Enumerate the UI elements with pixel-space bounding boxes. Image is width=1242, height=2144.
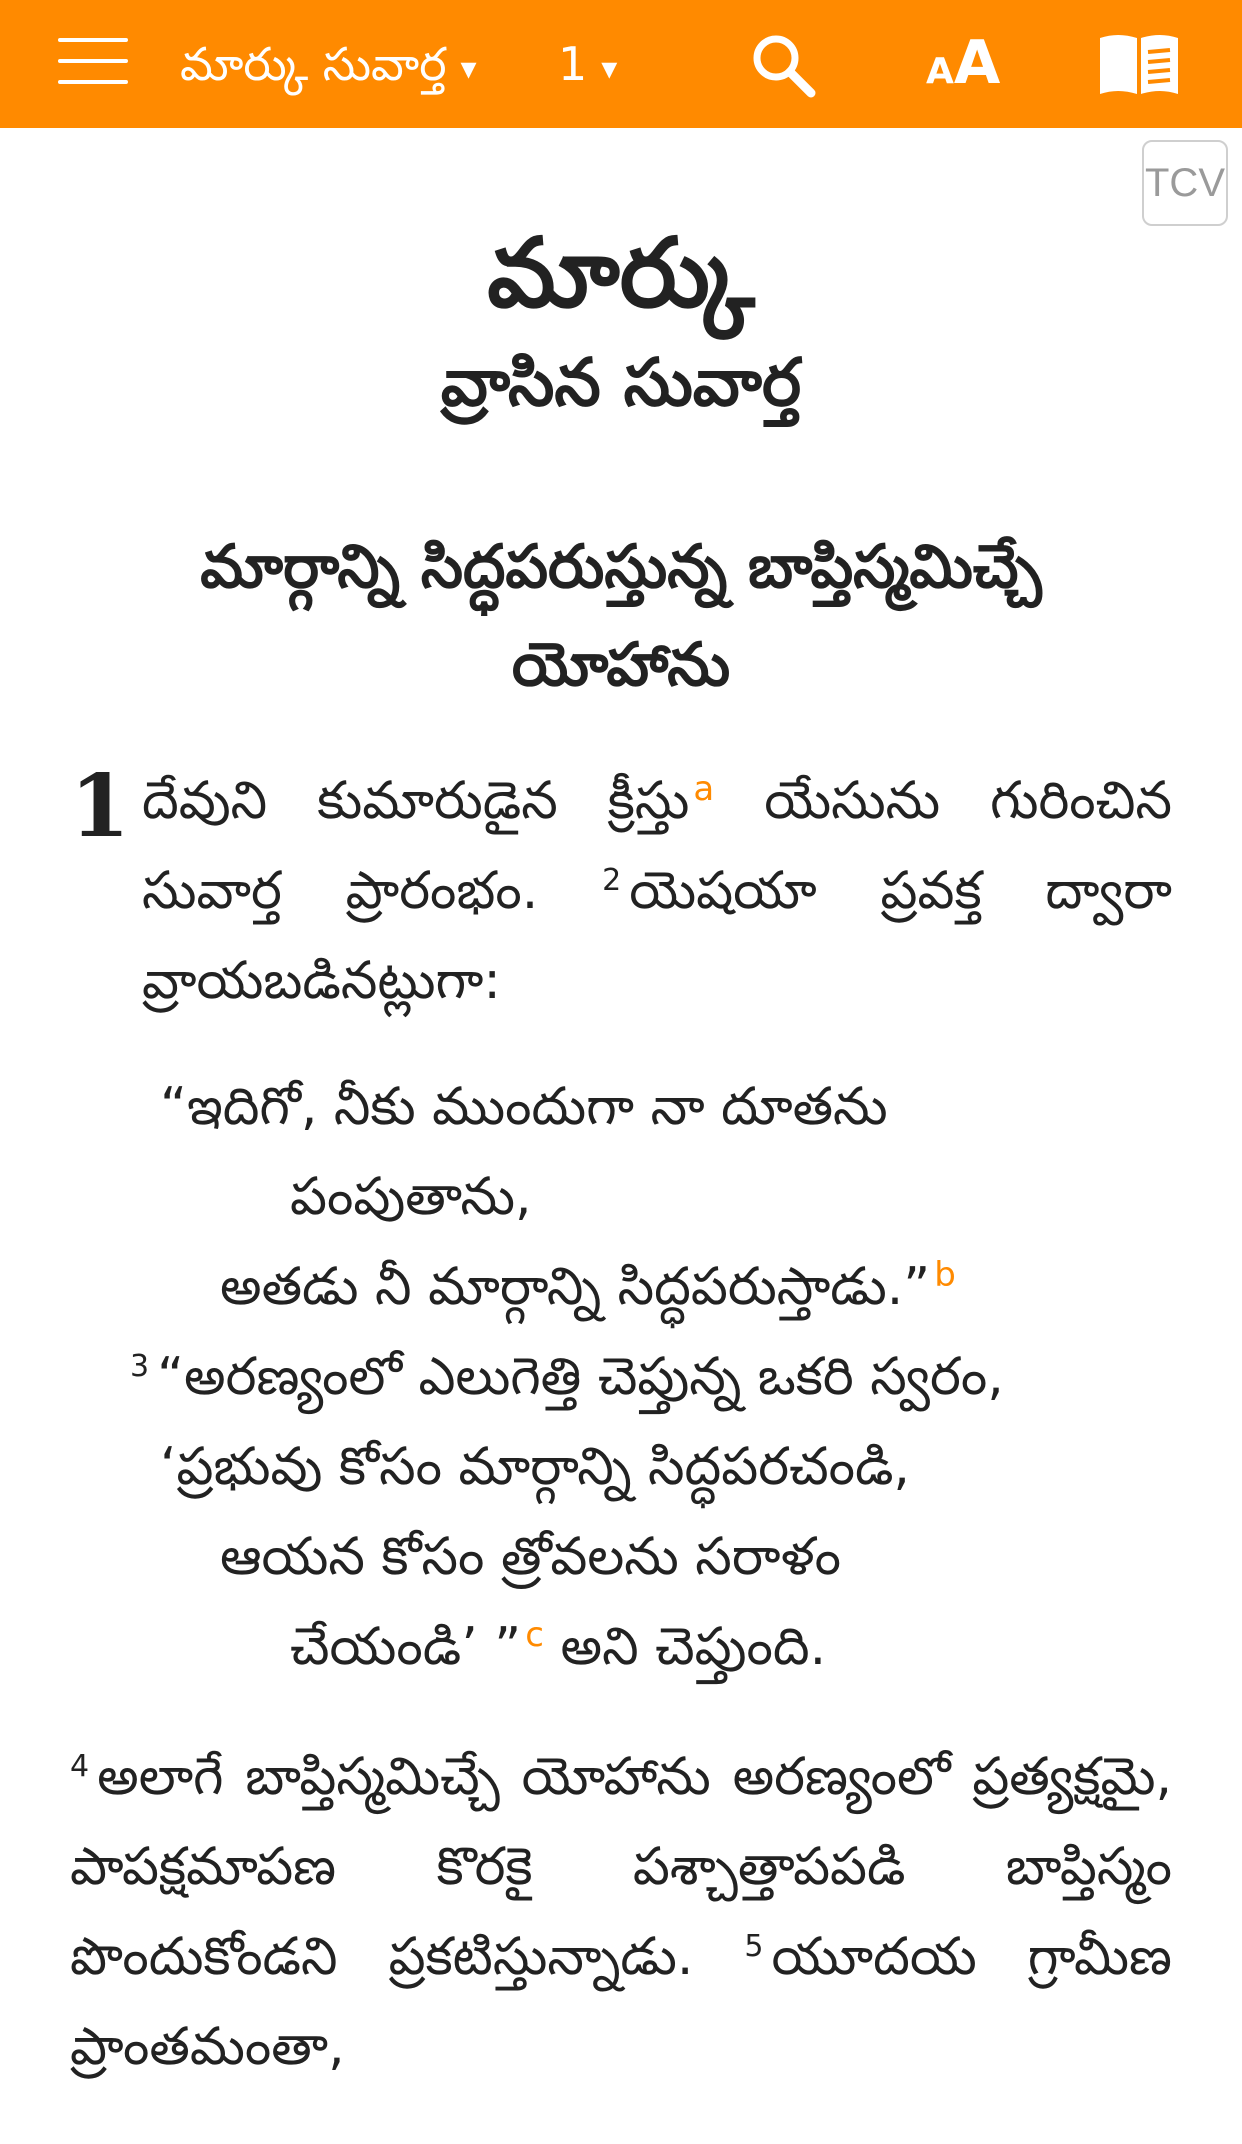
poetry-line: పంపుతాను,	[290, 1167, 532, 1227]
verse-4-text: అలాగే బాప్తిస్మమిచ్చే యోహాను అరణ్యంలో ప్రత్యక్షమై, పాపక్షమాపణ కొరకై పశ్చాత్తాపపడి బాప్తిస్మం పొందుకోండని ప్రకటిస్తున్నాడు.	[70, 1747, 1172, 1987]
chapter-selector[interactable]	[558, 34, 617, 98]
caret-down-icon: ▾	[601, 48, 618, 87]
poetry-block	[70, 1062, 1172, 1692]
verse-number[interactable]: 4	[70, 1748, 90, 1784]
footnote-b[interactable]: b	[934, 1254, 956, 1295]
verse-1-text-cont: యేసును గురించిన సువార్త ప్రారంభం.	[142, 771, 1172, 921]
poetry-line: అతడు నీ మార్గాన్ని సిద్ధపరుస్తాడు.” $^b$	[220, 1254, 956, 1317]
book-selector[interactable]	[180, 34, 477, 98]
poetry-line: ఆయన కోసం త్రోవలను సరాళం	[220, 1527, 841, 1587]
version-badge[interactable]: TCV	[1142, 140, 1228, 226]
search-icon[interactable]	[748, 30, 818, 100]
caret-down-icon: ▾	[460, 48, 477, 87]
chapter-number: 1	[558, 37, 588, 91]
section-heading: మార్గాన్ని సిద్ధపరుస్తున్న బాప్తిస్మమిచ్చే యోహాను	[200, 532, 1042, 700]
verse-5-text: యూదయ గ్రామీణ ప్రాంతమంతా,	[70, 1927, 1172, 2077]
paragraph	[70, 1732, 1172, 2092]
verse-2-text: యెషయా ప్రవక్త ద్వారా వ్రాయబడినట్లుగా:	[142, 861, 1173, 1011]
hamburger-menu-icon[interactable]	[58, 38, 128, 86]
paragraph	[70, 756, 1172, 1026]
font-size-icon[interactable]: AA	[926, 28, 1001, 98]
poetry-line: ‘ప్రభువు కోసం మార్గాన్ని సిద్ధపరచండి,	[160, 1437, 910, 1497]
verse-1-text: దేవుని కుమారుడైన క్రీస్తు	[142, 771, 690, 831]
verse-number[interactable]: 5	[744, 1928, 764, 1964]
poetry-line: “ఇదిగో, నీకు ముందుగా నా దూతను	[160, 1077, 888, 1137]
verse-number[interactable]: 2	[602, 862, 622, 898]
chapter-content	[0, 208, 1242, 2092]
book-title: మార్కు	[487, 217, 755, 329]
book-subtitle: వ్రాసిన సువార్త	[440, 344, 802, 421]
top-toolbar	[0, 0, 1242, 128]
footnote-c[interactable]: c	[525, 1614, 544, 1655]
chapter-dropcap: 1	[70, 756, 130, 857]
open-book-icon[interactable]	[1096, 30, 1182, 98]
footnote-a[interactable]: a	[693, 768, 715, 809]
verse-number[interactable]: 3	[130, 1348, 150, 1384]
poetry-line: $^3$ “అరణ్యంలో ఎలుగెత్తి చెప్తున్న ఒకరి స్వరం,	[130, 1347, 1004, 1407]
book-name: మార్కు సువార్త	[180, 37, 447, 91]
verse-block	[70, 756, 1172, 1026]
poetry-line: చేయండి’ ” $^c$ అని చెప్తుంది.	[290, 1614, 827, 1677]
